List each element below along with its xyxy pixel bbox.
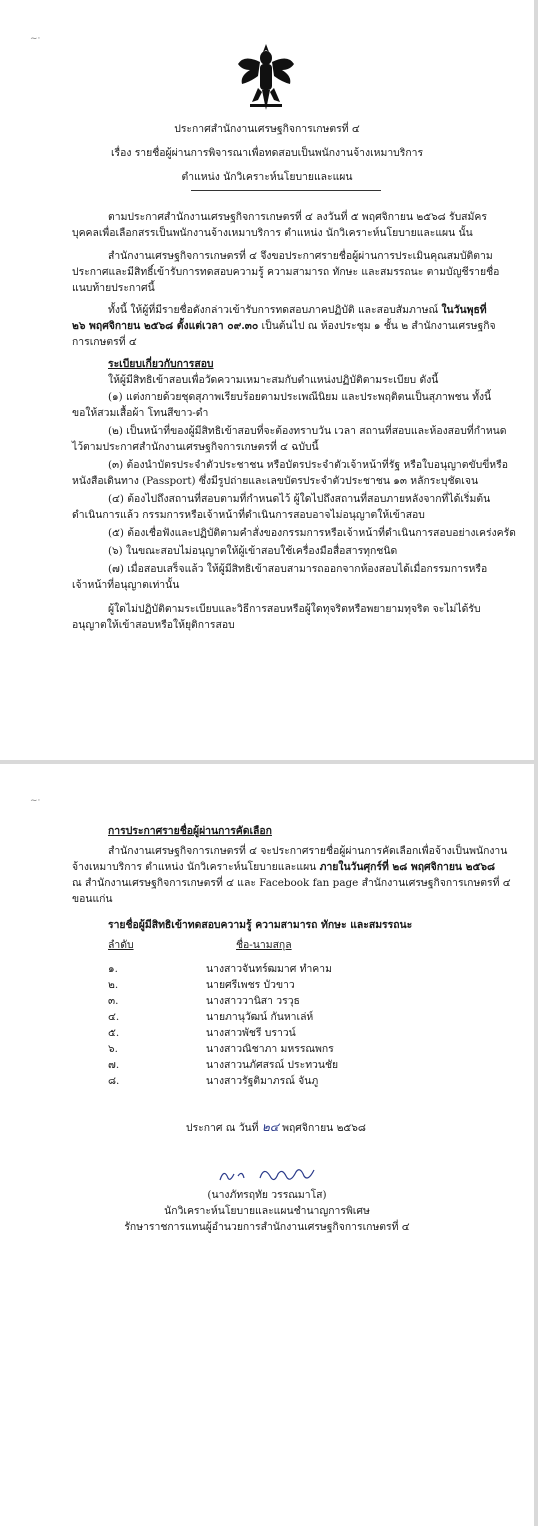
para2-line2: ประกาศและมีสิทธิ์เข้ารับการทดสอบความรู้ ความสามารถ ทักษะ และสมรรถนะ ตามบัญชีรายชื่อ: [72, 266, 500, 278]
para1-line2: บุคคลเพื่อเลือกสรรเป็นพนักงานจ้างเหมาบริการ ตำแหน่ง นักวิเคราะห์นโยบายและแผน นั้น: [72, 227, 473, 239]
closing-line1: ผู้ใดไม่ปฏิบัติตามระเบียบและวิธีการสอบหรือผู้ใดทุจริตหรือพยายามทุจริต จะไม่ได้รับ: [108, 603, 481, 615]
rule-line: (๑) แต่งกายด้วยชุดสุภาพเรียบร้อยตามประเพณีนิยม และประพฤติตนเป็นสุภาพชน ทั้งนี้: [108, 391, 492, 403]
para3-line3: การเกษตรที่ ๔: [72, 336, 137, 348]
column-header-name: ชื่อ-นามสกุล: [236, 939, 292, 951]
signer-name: (นางภัทรฤทัย วรรณมาโส): [207, 1189, 327, 1201]
rule-line: (๕) ต้องเชื่อฟังและปฏิบัติตามคำสั่งของกรรมการหรือเจ้าหน้าที่ดำเนินการสอบอย่างเคร่งครัด: [108, 527, 516, 539]
rule-line: (๗) เมื่อสอบเสร็จแล้ว ให้ผู้มีสิทธิเข้าสอบสามารถออกจากห้องสอบได้เมื่อกรรมการหรือ: [108, 563, 488, 575]
announce-date: ประกาศ ณ วันที่ ๒๔ พฤศจิกายน ๒๕๖๘: [186, 1120, 366, 1134]
p2-para-line1: สำนักงานเศรษฐกิจการเกษตรที่ ๔ จะประกาศรายชื่อผู้ผ่านการคัดเลือกเพื่อจ้างเป็นพนักงาน: [108, 845, 508, 857]
announcement-subject: เรื่อง รายชื่อผู้ผ่านการพิจารณาเพื่อทดสอบเป็นพนักงานจ้างเหมาบริการ: [110, 147, 424, 159]
closing-line2: อนุญาตให้เข้าสอบหรือให้ยุติการสอบ: [72, 619, 235, 631]
document-page-2: ~· การประกาศรายชื่อผู้ผ่านการคัดเลือก สำนักงานเศรษฐกิจการเกษตรที่ ๔ จะประกาศรายชื่อผู้ผ่านการคัดเลือกเพื่อจ้างเป็นพนักงาน จ้างเหมาบริการ ตำแหน่ง นักวิเคราะห์นโยบายและแผน ภายในวันศุกร์ที่ ๒๘ พฤศจิกายน ๒๕๖๘ ณ สำนักงานเศรษฐกิจการเกษตรที่ ๔ และ Facebook fan page สำนักงานเศรษฐกิจการเกษตรที่ ๔ ขอนแก่น รายชื่อผู้มีสิทธิเข้าทดสอบความรู้ ความสามารถ ทักษะ และสมรรถนะ ลำดับ ชื่อ-นามสกุล ๑. นางสาวจันทร์ฒมาศ ทำคาม ๒. นายศรีเพชร บัวขาว ๓. นางสาววานิสา วรวุธ ๔. นายภานุวัฒน์ กันหาเล่ห์ ๕. นางสาวพัชรี บราวน์ ๖. นางสาวณิชาภา มหรรณพกร ๗. นางสาวนภัศสรณ์ ประทวนชัย ๘. นางสาวรัฐติมาภรณ์ จันภู ประกาศ ณ วันที่ ๒๔ พฤศจิกายน ๒๕๖๘ (นางภัทรฤทัย วรรณมาโส) นักวิเคราะห์นโยบายและแผนชำนาญการพิเศษ รักษาราชการแทนผู้อำนวยการสำนักงานเศรษฐกิจการเกษตรที่ ๔: [0, 764, 534, 1526]
rule-line: ดำเนินการแล้ว กรรมการหรือเจ้าหน้าที่ดำเนินการสอบอาจไม่อนุญาตให้เข้าสอบ: [72, 509, 425, 521]
rule-line: ขอให้สวมเสื้อผ้า โทนสีขาว-ดำ: [72, 407, 209, 419]
rule-line: หนังสือเดินทาง (Passport) ซึ่งมีรูปถ่ายและเลขบัตรประจำตัวประชาชน ๑๓ หลักระบุชัดเจน: [72, 475, 479, 487]
signer-title: นักวิเคราะห์นโยบายและแผนชำนาญการพิเศษ: [164, 1205, 370, 1217]
p2-para-line2: จ้างเหมาบริการ ตำแหน่ง นักวิเคราะห์นโยบายและแผน ภายในวันศุกร์ที่ ๒๘ พฤศจิกายน ๒๕๖๘: [72, 861, 495, 873]
para1-line1: ตามประกาศสำนักงานเศรษฐกิจการเกษตรที่ ๔ ลงวันที่ ๕ พฤศจิกายน ๒๕๖๘ รับสมัคร: [108, 211, 487, 223]
rule-line: (๔) ต้องไปถึงสถานที่สอบตามที่กำหนดไว้ ผู้ใดไปถึงสถานที่สอบภายหลังจากที่ได้เริ่มต้น: [108, 493, 491, 505]
signer-acting-title: รักษาราชการแทนผู้อำนวยการสำนักงานเศรษฐกิจการเกษตรที่ ๔: [124, 1221, 410, 1233]
para3-line1: ทั้งนี้ ให้ผู้ที่มีรายชื่อดังกล่าวเข้ารับการทดสอบภาคปฏิบัติ และสอบสัมภาษณ์ ในวันพุธที่: [108, 304, 487, 316]
para2-line3: แนบท้ายประกาศนี้: [72, 282, 155, 294]
candidate-list-title: รายชื่อผู้มีสิทธิเข้าทดสอบความรู้ ความสามารถ ทักษะ และสมรรถนะ: [108, 919, 413, 931]
p2-para-line4: ขอนแก่น: [72, 893, 113, 905]
signature-icon: [216, 1162, 326, 1188]
scan-mark: ~·: [30, 34, 41, 44]
handwritten-day: ๒๔: [261, 1120, 279, 1134]
section-title: การประกาศรายชื่อผู้ผ่านการคัดเลือก: [108, 825, 272, 837]
rule-line: (๓) ต้องนำบัตรประจำตัวประชาชน หรือบัตรประจำตัวเจ้าหน้าที่รัฐ หรือใบอนุญาตขับขี่หรือ: [108, 459, 508, 471]
rules-title: ระเบียบเกี่ยวกับการสอบ: [108, 358, 214, 370]
rule-line: ไว้ตามประกาศสำนักงานเศรษฐกิจการเกษตรที่ ๔ ฉบับนี้: [72, 441, 319, 453]
announcement-position: ตำแหน่ง นักวิเคราะห์นโยบายและแผน: [181, 171, 353, 183]
p2-para-line3: ณ สำนักงานเศรษฐกิจการเกษตรที่ ๔ และ Facebook fan page สำนักงานเศรษฐกิจการเกษตรที่ ๔: [72, 877, 511, 889]
rule-line: (๖) ในขณะสอบไม่อนุญาตให้ผู้เข้าสอบใช้เครื่องมือสื่อสารทุกชนิด: [108, 545, 398, 557]
garuda-emblem-icon: [236, 40, 296, 112]
document-page-1: [0, 0, 534, 760]
header-divider: [191, 190, 381, 191]
rule-line: เจ้าหน้าที่อนุญาตเท่านั้น: [72, 579, 180, 591]
para2-line1: สำนักงานเศรษฐกิจการเกษตรที่ ๔ จึงขอประกาศรายชื่อผู้ผ่านการประเมินคุณสมบัติตาม: [108, 250, 493, 262]
column-header-no: ลำดับ: [108, 939, 134, 951]
para3-line2: ๒๖ พฤศจิกายน ๒๕๖๘ ตั้งแต่เวลา ๐๙.๓๐ เป็นต้นไป ณ ห้องประชุม ๑ ชั้น ๒ สำนักงานเศรษฐกิจ: [72, 320, 496, 332]
rules-intro: ให้ผู้มีสิทธิเข้าสอบเพื่อวัดความเหมาะสมกับตำแหน่งปฏิบัติตามระเบียบ ดังนี้: [108, 374, 439, 386]
scan-mark: ~·: [30, 796, 41, 806]
rule-line: (๒) เป็นหน้าที่ของผู้มีสิทธิเข้าสอบที่จะต้องทราบวัน เวลา สถานที่สอบและห้องสอบที่กำหนด: [108, 425, 507, 437]
announcement-title: ประกาศสำนักงานเศรษฐกิจการเกษตรที่ ๔: [174, 123, 360, 135]
